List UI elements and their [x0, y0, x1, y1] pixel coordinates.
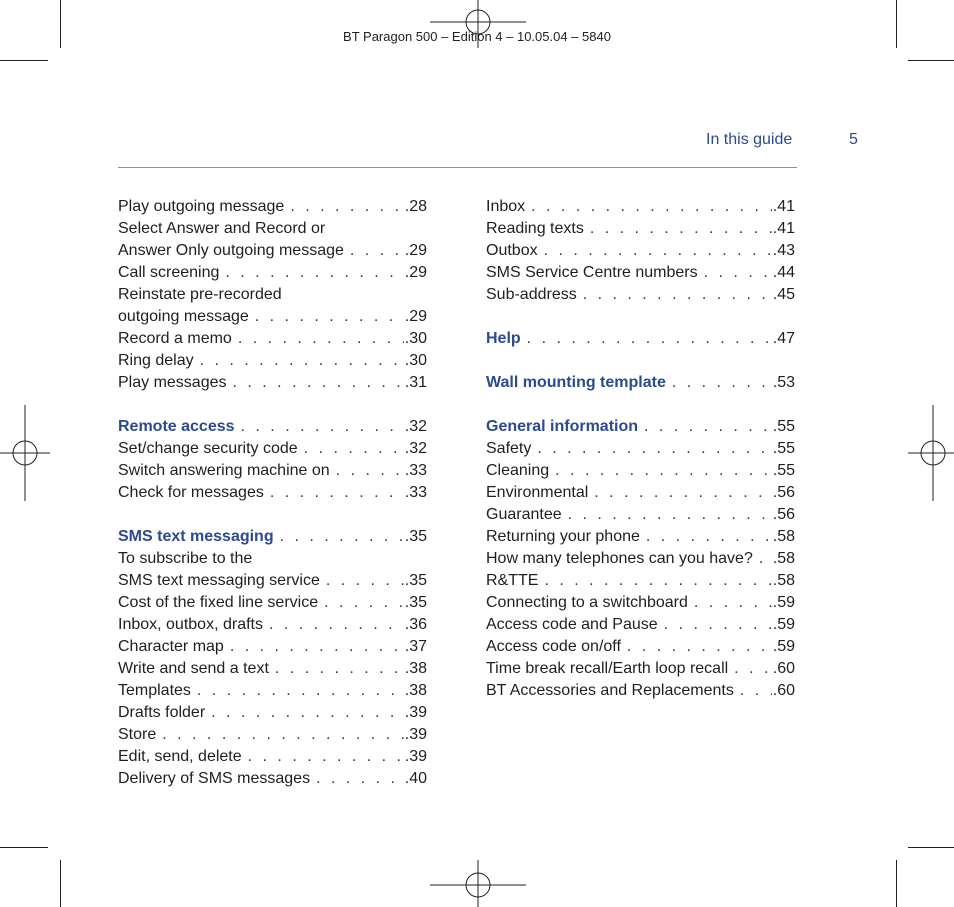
dot-leader: [594, 482, 771, 504]
toc-entry-title: Safety: [486, 440, 532, 457]
toc-entry-title: Play messages: [118, 374, 227, 391]
toc-entry-title: SMS text messaging service: [118, 572, 320, 589]
toc-page-number: .33: [404, 462, 427, 479]
dot-leader: [568, 504, 772, 526]
toc-entry-title: BT Accessories and Replacements: [486, 682, 734, 699]
toc-page-number: .53: [772, 374, 795, 391]
toc-page-number: .47: [772, 330, 795, 347]
dot-leader: [241, 416, 404, 438]
dot-leader: [555, 460, 772, 482]
toc-entry-title: Switch answering machine on: [118, 462, 330, 479]
toc-entry[interactable]: [118, 680, 427, 702]
toc-page-number: .32: [404, 440, 427, 457]
toc-page-number: .29: [404, 308, 427, 325]
toc-entry-title: Inbox, outbox, drafts: [118, 616, 263, 633]
dot-leader: [269, 614, 404, 636]
toc-page-number: .59: [772, 594, 795, 611]
toc-entry-title: Store: [118, 726, 157, 743]
toc-page-number: .30: [404, 330, 427, 347]
toc-page-number: .33: [404, 484, 427, 501]
toc-entry[interactable]: [118, 614, 427, 636]
toc-section-heading[interactable]: [486, 416, 795, 438]
dot-leader: [734, 658, 772, 680]
toc-entry-title: Cleaning: [486, 462, 550, 479]
toc-page-number: .59: [772, 616, 795, 633]
dot-leader: [544, 240, 772, 262]
dot-leader: [225, 262, 403, 284]
toc-entry[interactable]: [486, 526, 795, 548]
toc-entry-title: Call screening: [118, 264, 220, 281]
toc-entry-title: Wall mounting template: [486, 374, 666, 391]
dot-leader: [200, 350, 404, 372]
toc-entry-title: Access code and Pause: [486, 616, 658, 633]
toc-entry[interactable]: [486, 504, 795, 526]
registration-mark-right: [904, 405, 954, 501]
dot-leader: [248, 746, 404, 768]
toc-page-number: .60: [772, 682, 795, 699]
toc-entry[interactable]: [118, 460, 427, 482]
toc-entry-title: Connecting to a switchboard: [486, 594, 688, 611]
dot-leader: [740, 680, 772, 702]
toc-entry-title: Templates: [118, 682, 191, 699]
toc-section-heading[interactable]: [118, 416, 427, 438]
toc-entry-title: Outbox: [486, 242, 538, 259]
dot-leader: [664, 614, 772, 636]
dot-leader: [544, 570, 771, 592]
toc-entry[interactable]: [486, 658, 795, 680]
toc-entry[interactable]: [118, 746, 427, 768]
crop-mark-bottom-left-h: [0, 847, 48, 848]
toc-entry[interactable]: [486, 438, 795, 460]
toc-page-number: .39: [404, 704, 427, 721]
page-number: 5: [849, 131, 858, 148]
toc-page-number: .59: [772, 638, 795, 655]
dot-leader: [255, 306, 404, 328]
toc-entry[interactable]: [118, 262, 427, 284]
toc-page-number: .36: [404, 616, 427, 633]
toc-page-number: .56: [772, 506, 795, 523]
print-job-header: BT Paragon 500 – Edition 4 – 10.05.04 – 5840: [343, 29, 611, 44]
toc-section-heading[interactable]: [486, 372, 795, 394]
toc-section-heading[interactable]: [118, 526, 427, 548]
dot-leader: [162, 724, 404, 746]
toc-entry[interactable]: [118, 328, 427, 350]
header-rule: [118, 167, 797, 168]
toc-page-number: .38: [404, 682, 427, 699]
toc-entry[interactable]: [118, 768, 427, 790]
dot-leader: [350, 240, 404, 262]
dot-leader: [275, 658, 404, 680]
toc-entry-title: Help: [486, 330, 521, 347]
toc-entry[interactable]: [118, 482, 427, 504]
toc-entry[interactable]: [486, 196, 795, 218]
toc-left-column: [118, 196, 427, 790]
toc-page-number: .55: [772, 418, 795, 435]
dot-leader: [644, 416, 772, 438]
toc-entry-title: Guarantee: [486, 506, 562, 523]
dot-leader: [537, 438, 771, 460]
toc-page-number: .35: [404, 594, 427, 611]
toc-entry-title: R&TTE: [486, 572, 539, 589]
toc-entry[interactable]: [486, 636, 795, 658]
toc-entry[interactable]: [486, 284, 795, 306]
toc-page-number: .43: [772, 242, 795, 259]
toc-entry-title: outgoing message: [118, 308, 249, 325]
toc-entry-title: Delivery of SMS messages: [118, 770, 311, 787]
toc-entry[interactable]: [118, 724, 427, 746]
toc-entry[interactable]: [486, 240, 795, 262]
toc-entry-title: Reading texts: [486, 220, 584, 237]
toc-page-number: .58: [772, 528, 795, 545]
running-header-label: In this guide: [706, 131, 793, 148]
dot-leader: [197, 680, 404, 702]
toc-page-number: .60: [772, 660, 795, 677]
toc-entry[interactable]: [118, 636, 427, 658]
toc-section-heading[interactable]: [486, 328, 795, 350]
toc-entry-title: Environmental: [486, 484, 589, 501]
toc-gap: [118, 504, 427, 526]
crop-mark-bottom-right-v: [896, 860, 897, 907]
dot-leader: [627, 636, 772, 658]
dot-leader: [583, 284, 772, 306]
dot-leader: [238, 328, 404, 350]
dot-leader: [694, 592, 772, 614]
dot-leader: [270, 482, 404, 504]
toc-entry-title: How many telephones can you have?: [486, 550, 753, 567]
toc-entry[interactable]: [486, 680, 795, 702]
toc-entry-title: Check for messages: [118, 484, 264, 501]
toc-entry[interactable]: [118, 306, 427, 328]
toc-entry-title: Reinstate pre-recorded: [118, 286, 282, 303]
toc-page-number: .41: [772, 198, 795, 215]
toc-page-number: .30: [404, 352, 427, 369]
dot-leader: [672, 372, 772, 394]
toc-page-number: .28: [404, 198, 427, 215]
crop-mark-bottom-right-h: [908, 847, 954, 848]
toc-entry-title: Ring delay: [118, 352, 194, 369]
toc-entry-title: To subscribe to the: [118, 550, 253, 567]
toc-entry-title: SMS Service Centre numbers: [486, 264, 698, 281]
toc-entry[interactable]: [118, 438, 427, 460]
toc-page-number: .38: [404, 660, 427, 677]
toc-entry-title: Set/change security code: [118, 440, 298, 457]
toc-entry-title: SMS text messaging: [118, 528, 274, 545]
toc-entry-title: Drafts folder: [118, 704, 206, 721]
toc-page-number: .31: [404, 374, 427, 391]
toc-entry[interactable]: [118, 570, 427, 592]
crop-mark-top-right-h: [908, 60, 954, 61]
dot-leader: [324, 592, 404, 614]
toc-entry-title: Answer Only outgoing message: [118, 242, 344, 259]
toc-entry[interactable]: [118, 240, 427, 262]
toc-entry[interactable]: [118, 658, 427, 680]
toc-entry-title: Inbox: [486, 198, 526, 215]
toc-entry-title: Edit, send, delete: [118, 748, 242, 765]
registration-mark-bottom: [430, 860, 526, 907]
toc-page-number: .29: [404, 264, 427, 281]
toc-entry-title: Character map: [118, 638, 224, 655]
toc-entry-title: Play outgoing message: [118, 198, 285, 215]
toc-entry[interactable]: [486, 460, 795, 482]
toc-page-number: .56: [772, 484, 795, 501]
toc-entry-title: Write and send a text: [118, 660, 269, 677]
dot-leader: [316, 768, 404, 790]
toc-page-number: .29: [404, 242, 427, 259]
toc-entry-title: Sub-address: [486, 286, 577, 303]
dot-leader: [336, 460, 404, 482]
toc-entry[interactable]: [486, 262, 795, 284]
toc-right-column: [486, 196, 795, 702]
dot-leader: [290, 196, 403, 218]
toc-entry[interactable]: [486, 592, 795, 614]
toc-entry-title: Select Answer and Record or: [118, 220, 326, 237]
toc-entry-title: Access code on/off: [486, 638, 621, 655]
dot-leader: [326, 570, 404, 592]
dot-leader: [211, 702, 404, 724]
dot-leader: [230, 636, 404, 658]
toc-page-number: .41: [772, 220, 795, 237]
toc-entry[interactable]: [118, 196, 427, 218]
dot-leader: [531, 196, 772, 218]
toc-page-number: .32: [404, 418, 427, 435]
toc-entry-line: [118, 284, 427, 306]
toc-entry-title: Time break recall/Earth loop recall: [486, 660, 729, 677]
toc-entry[interactable]: [118, 592, 427, 614]
toc-entry-title: Returning your phone: [486, 528, 640, 545]
toc-page-number: .55: [772, 440, 795, 457]
dot-leader: [646, 526, 772, 548]
toc-page-number: .55: [772, 462, 795, 479]
toc-entry[interactable]: [118, 702, 427, 724]
toc-entry[interactable]: [486, 570, 795, 592]
toc-entry[interactable]: [486, 548, 795, 570]
toc-page-number: .35: [404, 528, 427, 545]
crop-mark-bottom-left-v: [60, 860, 61, 907]
toc-entry[interactable]: [486, 614, 795, 636]
dot-leader: [527, 328, 772, 350]
toc-gap: [486, 350, 795, 372]
dot-leader: [590, 218, 772, 240]
toc-entry-title: Remote access: [118, 418, 235, 435]
toc-gap: [486, 306, 795, 328]
toc-page-number: .58: [772, 572, 795, 589]
toc-entry-line: [118, 218, 427, 240]
toc-page-number: .39: [404, 748, 427, 765]
toc-page-number: .45: [772, 286, 795, 303]
toc-page-number: .58: [772, 550, 795, 567]
toc-entry-title: General information: [486, 418, 639, 435]
dot-leader: [704, 262, 772, 284]
toc-entry-title: Record a memo: [118, 330, 232, 347]
toc-page-number: .37: [404, 638, 427, 655]
toc-entry[interactable]: [486, 482, 795, 504]
dot-leader: [233, 372, 404, 394]
toc-entry[interactable]: [118, 350, 427, 372]
crop-mark-top-left-h: [0, 60, 48, 61]
toc-entry-line: [118, 548, 427, 570]
registration-mark-left: [0, 405, 50, 501]
toc-page-number: .35: [404, 572, 427, 589]
toc-page-number: .44: [772, 264, 795, 281]
toc-page-number: .40: [404, 770, 427, 787]
toc-entry[interactable]: [118, 372, 427, 394]
toc-entry-title: Cost of the fixed line service: [118, 594, 319, 611]
toc-gap: [486, 394, 795, 416]
toc-page-number: .39: [404, 726, 427, 743]
dot-leader: [304, 438, 404, 460]
dot-leader: [280, 526, 404, 548]
toc-gap: [118, 394, 427, 416]
dot-leader: [759, 548, 772, 570]
toc-entry[interactable]: [486, 218, 795, 240]
